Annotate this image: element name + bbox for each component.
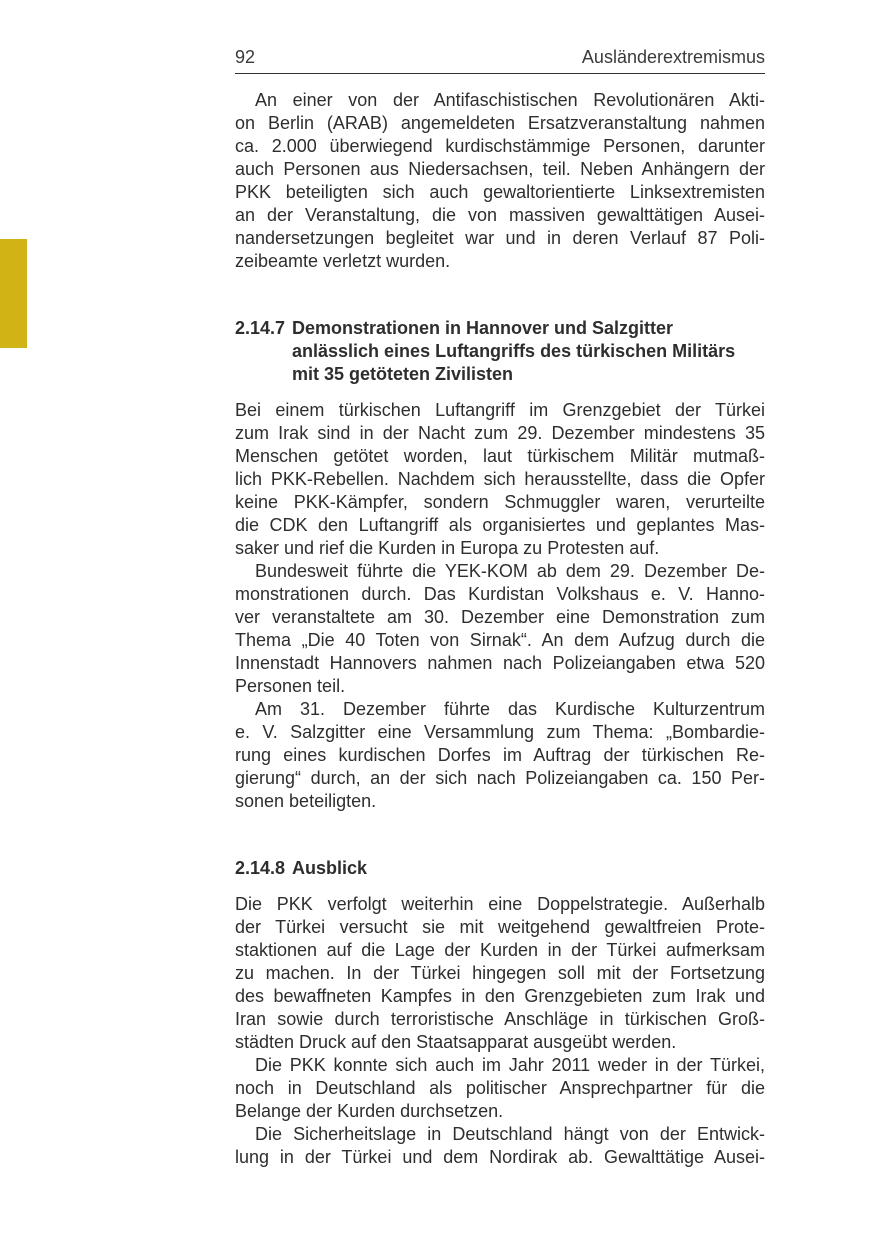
paragraph xyxy=(235,560,765,698)
text-line: Menschen getötet worden, laut türkischem Militär mutmaß- xyxy=(235,446,765,466)
text-line: An einer von der Antifaschistischen Revolutionären Akti- xyxy=(255,90,765,110)
paragraph xyxy=(235,893,765,1054)
text-line: rung eines kurdischen Dorfes im Auftrag der türkischen Re- xyxy=(235,745,765,765)
text-line: lich PKK-Rebellen. Nachdem sich herausstellte, dass die Opfer xyxy=(235,469,765,489)
heading-number: 2.14.7 xyxy=(235,318,286,338)
text-line: die CDK den Luftangriff als organisiertes und geplantes Mas- xyxy=(235,515,765,535)
text-line: keine PKK-Kämpfer, sondern Schmuggler waren, verurteilte xyxy=(235,492,765,512)
text-line: städten Druck auf den Staatsapparat ausgeübt werden. xyxy=(235,1032,677,1052)
text-line: ver veranstaltete am 30. Dezember eine Demonstration zum xyxy=(235,607,765,627)
text-line: Thema „Die 40 Toten von Sirnak“. An dem Aufzug durch die xyxy=(235,630,765,650)
section-tab-marker xyxy=(0,239,27,348)
text-line: staktionen auf die Lage der Kurden in der Türkei aufmerksam xyxy=(235,940,765,960)
heading-title xyxy=(292,317,765,386)
heading-title xyxy=(292,857,765,880)
paragraph xyxy=(235,698,765,813)
heading-title-line: Demonstrationen in Hannover und Salzgitter xyxy=(292,318,674,338)
text-line: Die PKK verfolgt weiterhin eine Doppelstrategie. Außerhalb xyxy=(235,894,765,914)
section-heading xyxy=(235,857,765,880)
heading-number: 2.14.8 xyxy=(235,858,286,878)
text-line: ca. 2.000 überwiegend kurdischstämmige Personen, darunter xyxy=(235,136,765,156)
text-line: Belange der Kurden durchsetzen. xyxy=(235,1101,504,1121)
page-header xyxy=(235,46,765,74)
heading-title-line: Ausblick xyxy=(292,858,368,878)
page-number: 92 xyxy=(235,47,256,67)
text-line: noch in Deutschland als politischer Ansprechpartner für die xyxy=(235,1078,765,1098)
text-line: zu machen. In der Türkei hingegen soll mit der Fortsetzung xyxy=(235,963,765,983)
section-heading xyxy=(235,317,765,386)
paragraph xyxy=(235,1054,765,1123)
page-content xyxy=(235,46,765,1169)
text-line: Bundesweit führte die YEK-KOM ab dem 29. Dezember De- xyxy=(255,561,765,581)
text-line: PKK beteiligten sich auch gewaltorientierte Linksextremisten xyxy=(235,182,765,202)
text-line: Die Sicherheitslage in Deutschland hängt von der Entwick- xyxy=(255,1124,765,1144)
text-line: Iran sowie durch terroristische Anschläge in türkischen Groß- xyxy=(235,1009,765,1029)
text-line: Am 31. Dezember führte das Kurdische Kulturzentrum xyxy=(255,699,765,719)
heading-title-line: mit 35 getöteten Zivilisten xyxy=(292,364,514,384)
text-line: monstrationen durch. Das Kurdistan Volkshaus e. V. Hanno- xyxy=(235,584,765,604)
text-line: nandersetzungen begleitet war und in deren Verlauf 87 Poli- xyxy=(235,228,765,248)
paragraph xyxy=(235,1123,765,1169)
text-line: on Berlin (ARAB) angemeldeten Ersatzveranstaltung nahmen xyxy=(235,113,765,133)
paragraph xyxy=(235,399,765,560)
text-line: an der Veranstaltung, die von massiven gewalttätigen Ausei- xyxy=(235,205,765,225)
text-line: der Türkei versucht sie mit weitgehend gewaltfreien Prote- xyxy=(235,917,765,937)
text-line: zum Irak sind in der Nacht zum 29. Dezember mindestens 35 xyxy=(235,423,765,443)
paragraph xyxy=(235,89,765,273)
text-line: lung in der Türkei und dem Nordirak ab. Gewalttätige Ausei- xyxy=(235,1147,765,1167)
text-line: e. V. Salzgitter eine Versammlung zum Thema: „Bombardie- xyxy=(235,722,765,742)
text-line: saker und rief die Kurden in Europa zu Protesten auf. xyxy=(235,538,660,558)
text-line: zeibeamte verletzt wurden. xyxy=(235,251,451,271)
text-line: Innenstadt Hannovers nahmen nach Polizeiangaben etwa 520 xyxy=(235,653,765,673)
text-line: sonen beteiligten. xyxy=(235,791,377,811)
heading-title-line: anlässlich eines Luftangriffs des türkischen Militärs xyxy=(292,341,736,361)
text-line: Die PKK konnte sich auch im Jahr 2011 weder in der Türkei, xyxy=(255,1055,765,1075)
text-line: gierung“ durch, an der sich nach Polizeiangaben ca. 150 Per- xyxy=(235,768,765,788)
text-line: auch Personen aus Niedersachsen, teil. Neben Anhängern der xyxy=(235,159,765,179)
running-title: Ausländerextremismus xyxy=(581,47,765,67)
body-text xyxy=(235,89,765,1169)
text-line: Bei einem türkischen Luftangriff im Grenzgebiet der Türkei xyxy=(235,400,765,420)
text-line: des bewaffneten Kampfes in den Grenzgebieten zum Irak und xyxy=(235,986,765,1006)
text-line: Personen teil. xyxy=(235,676,346,696)
